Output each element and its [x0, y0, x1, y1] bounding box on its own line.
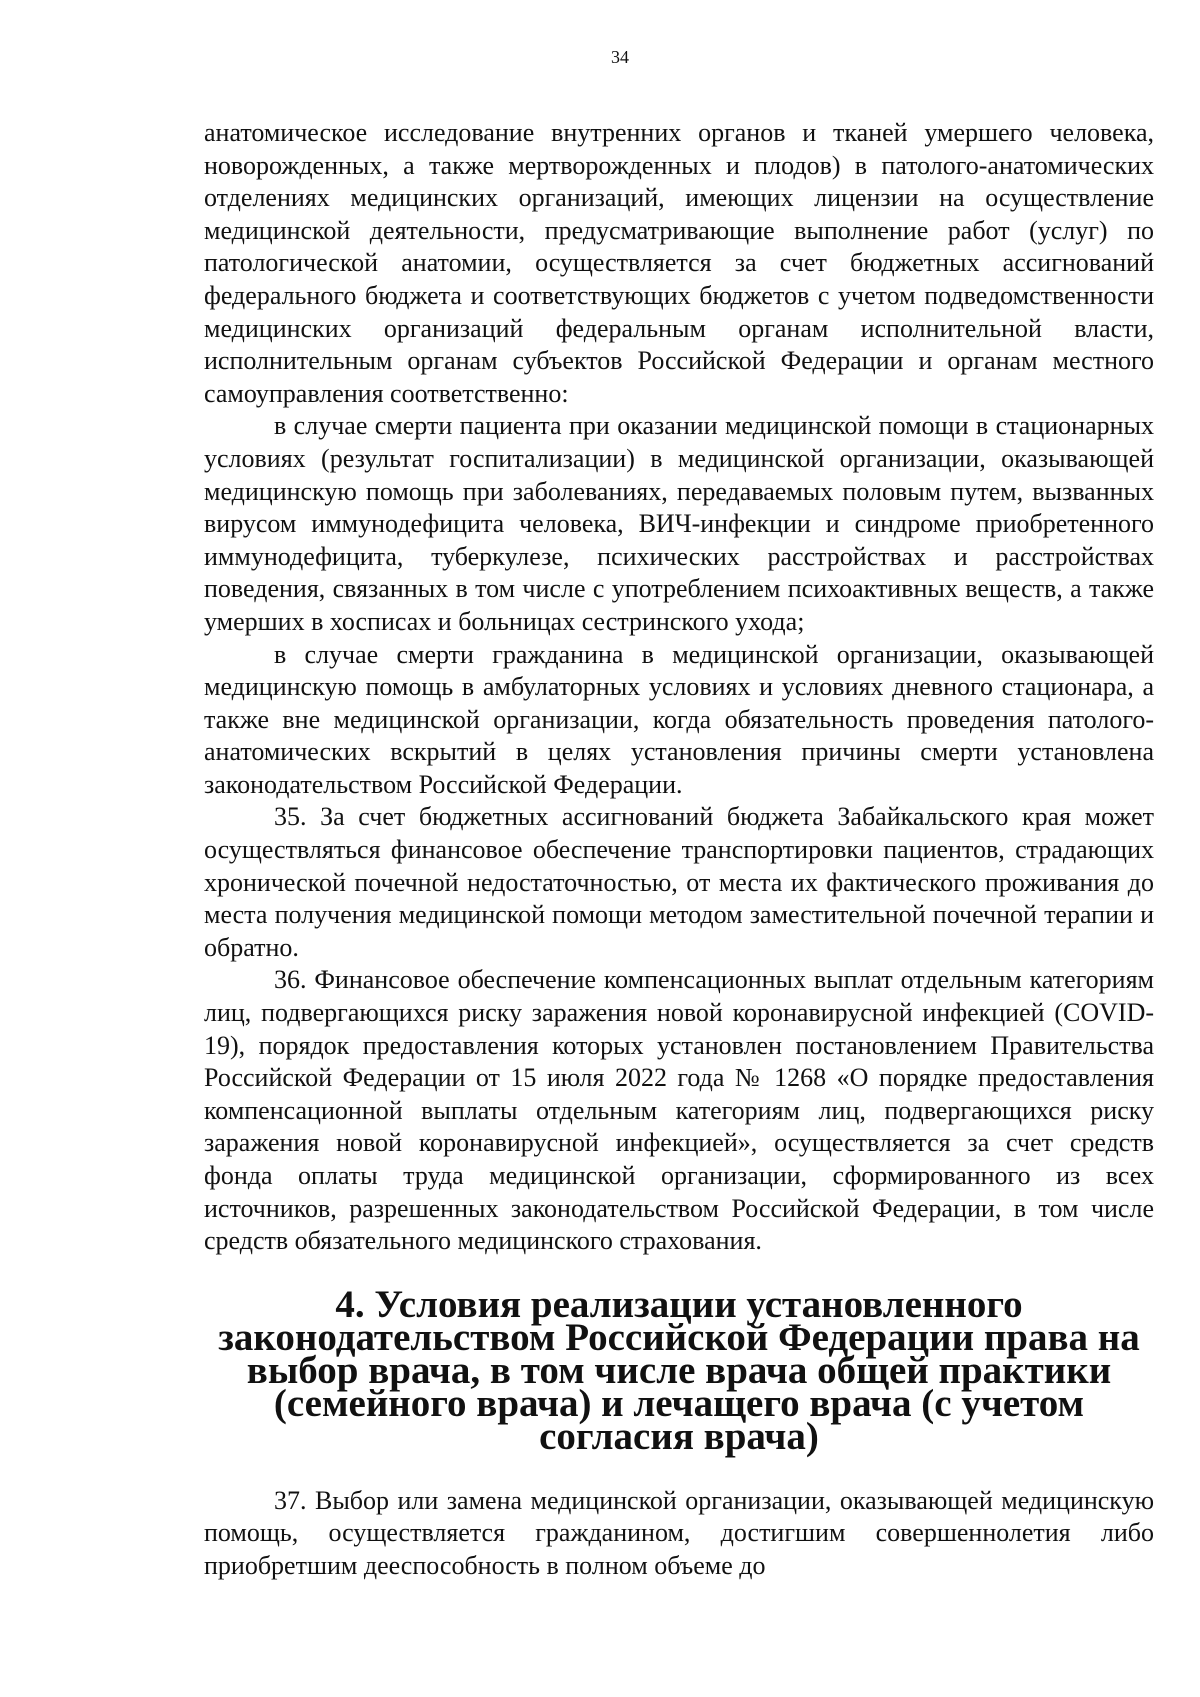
body-paragraph: в случае смерти пациента при оказании медицинской помощи в стационарных условиях (результат госпитализации) в медицинской организации, оказывающей медицинскую помощь при заболеваниях, передаваемых половым путем, вызванных вирусом иммунодефицита человека, ВИЧ-инфекции и синдроме приобретенного иммунодефицита, туберкулезе, психических расстройствах и расстройствах поведения, связанных в том числе с употреблением психоактивных веществ, а также умерших в хосписах и больницах сестринского ухода;: [204, 411, 1154, 636]
body-paragraph: 35. За счет бюджетных ассигнований бюджета Забайкальского края может осуществляться финансовое обеспечение транспортировки пациентов, страдающих хронической почечной недостаточностью, от места их фактического проживания до места получения медицинской помощи методом заместительной почечной терапии и обратно.: [204, 802, 1154, 962]
body-paragraph: анатомическое исследование внутренних органов и тканей умершего человека, новорожденных, а также мертворожденных и плодов) в патолого-анатомических отделениях медицинских организаций, имеющих лицензии на осуществление медицинской деятельности, предусматривающие выполнение работ (услуг) по патологической анатомии, осуществляется за счет бюджетных ассигнований федерального бюджета и соответствующих бюджетов с учетом подведомственности медицинских организаций федеральным органам исполнительной власти, исполнительным органам субъектов Российской Федерации и органам местного самоуправления соответственно:: [204, 118, 1154, 408]
body-paragraph: 36. Финансовое обеспечение компенсационных выплат отдельным категориям лиц, подвергающихся риску заражения новой коронавирусной инфекцией (COVID-19), порядок предоставления которых установлен постановлением Правительства Российской Федерации от 15 июля 2022 года № 1268 «О порядке предоставления компенсационной выплаты отдельным категориям лиц, подвергающихся риску заражения новой коронавирусной инфекцией», осуществляется за счет средств фонда оплаты труда медицинской организации, сформированного из всех источников, разрешенных законодательством Российской Федерации, в том числе средств обязательного медицинского страхования.: [204, 965, 1154, 1256]
body-paragraph: 37. Выбор или замена медицинской организации, оказывающей медицинскую помощь, осуществляется гражданином, достигшим совершеннолетия либо приобретшим дееспособность в полном объеме до: [204, 1485, 1154, 1580]
body-paragraph: в случае смерти гражданина в медицинской организации, оказывающей медицинскую помощь в амбулаторных условиях и условиях дневного стационара, а также вне медицинской организации, когда обязательность проведения патолого-анатомических вскрытий в целях установления причины смерти установлена законодательством Российской Федерации.: [204, 639, 1154, 799]
page-number: 34: [611, 47, 629, 67]
paragraphs-after-heading: [204, 1485, 1154, 1583]
section-heading: 4. Условия реализации установленного законодательством Российской Федерации права на выбор врача, в том числе врача общей практики (семейного врача) и лечащего врача (с учетом согласия врача): [218, 1282, 1140, 1458]
paragraphs-before-heading: [204, 117, 1154, 1258]
document-body: [204, 117, 1154, 1583]
